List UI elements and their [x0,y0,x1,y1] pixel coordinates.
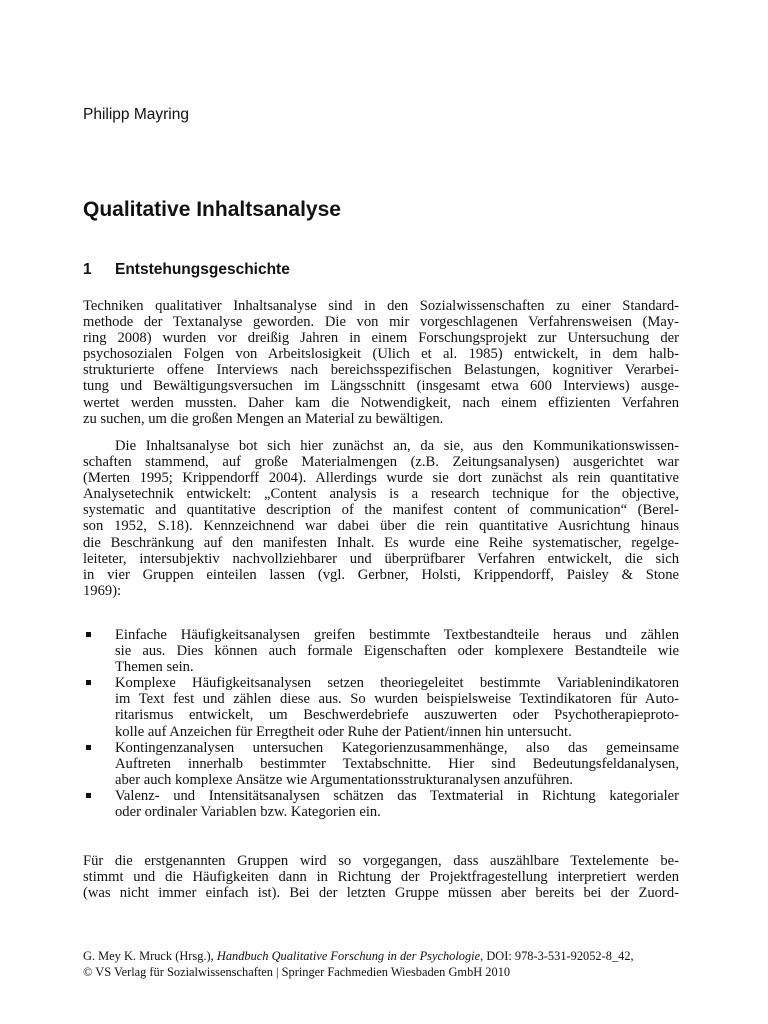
text-line: Analysetechnik entwickelt: „Content analysis is a research technique for the objective, [83,486,679,503]
text-line: Valenz- und Intensitätsanalysen schätzen das Textmaterial in Richtung kategorialer [115,787,679,804]
section-number: 1 [83,261,92,278]
text-line: (Merten 1995; Krippendorff 2004). Allerdings wurde sie dort zunächst als rein quantitative [83,470,679,487]
text-line: psychosozialen Folgen von Arbeitslosigkeit (Ulich et al. 1985) entwickelt, in dem halb- [83,346,679,363]
paragraph-3 [83,853,679,901]
square-bullet-icon [86,793,91,798]
footer-editors: G. Mey K. Mruck (Hrsg.), [83,949,217,963]
list-item [83,740,679,788]
text-line: Themen sein. [115,659,194,676]
list-item [83,627,679,675]
text-line: zu suchen, um die großen Mengen an Material zu bewältigen. [83,410,444,427]
citation-footer [83,948,703,980]
text-line: in vier Gruppen einteilen lassen (vgl. Gerbner, Holsti, Krippendorff, Paisley & Stone [83,566,679,583]
text-line: systematic and quantitative description of the manifest content of communication“ (Berel- [83,502,679,519]
text-line: sie aus. Dies können auch formale Eigenschaften oder komplexere Bestandteile wie [115,643,679,660]
text-line: methode der Textanalyse geworden. Die von mir vorgeschlagenen Verfahrensweisen (May- [83,314,679,331]
text-line: Auftreten innerhalb bestimmter Textabschnitte. Hier sind Bedeutungsfeldanalysen, [115,755,679,772]
footer-doi: , DOI: 978-3-531-92052-8_42, [480,949,634,963]
footer-book-title: Handbuch Qualitative Forschung in der Psychologie [216,949,481,963]
text-line: Komplexe Häufigkeitsanalysen setzen theoriegeleitet bestimmte Variablenindikatoren [115,675,679,692]
text-line: Techniken qualitativer Inhaltsanalyse sind in den Sozialwissenschaften zu einer Standard- [83,298,679,314]
text-line: ritarismus entwickelt, um Beschwerdebriefe auszuwerten oder Psychotherapieproto- [115,707,679,724]
text-line: son 1952, S.18). Kennzeichnend war dabei über die rein quantitative Ausrichtung hinaus [83,518,679,535]
bullet-list [83,627,679,820]
text-line: Kontingenzanalysen untersuchen Kategorienzusammenhänge, also das gemeinsame [115,739,679,756]
list-item [83,788,679,820]
text-line: stimmt und die Häufigkeiten dann in Richtung der Projektfragestellung interpretiert werden [83,869,679,886]
text-line: im Text fest und zählen diese aus. So wurden beispielsweise Textindikatoren für Auto- [115,691,679,708]
chapter-title: Qualitative Inhaltsanalyse [83,198,341,221]
square-bullet-icon [86,745,91,750]
text-line: 1969): [83,582,122,599]
text-line: strukturierte offene Interviews nach bereichsspezifischen Belastungen, kognitiver Verarbei- [83,362,679,379]
text-line: (was nicht immer einfach ist). Bei der letzten Gruppe müssen aber bereits bei der Zuord- [83,885,679,902]
text-line: Die Inhaltsanalyse bot sich hier zunächst an, da sie, aus den Kommunikationswissen- [115,438,679,454]
text-line: ring 2008) wurden vor dreißig Jahren in einem Forschungsprojekt zur Untersuchung der [83,330,679,347]
footer-line-1 [83,948,703,964]
text-line: wertet werden mussten. Daher kam die Notwendigkeit, nach einem effizienten Verfahren [83,394,679,411]
footer-copyright: © VS Verlag für Sozialwissenschaften | Springer Fachmedien Wiesbaden GmbH 2010 [83,965,511,979]
text-line: die Beschränkung auf den manifesten Inhalt. Es wurde eine Reihe systematischer, regelge- [83,534,679,551]
paragraph-2 [83,438,679,599]
text-line: oder ordinaler Variablen bzw. Kategorien ein. [115,804,381,821]
square-bullet-icon [86,632,91,637]
section-title: Entstehungsgeschichte [115,261,290,278]
section-heading [83,260,290,280]
paragraph-1 [83,298,679,427]
text-line: schaften stammend, auf große Materialmengen (z.B. Zeitungsanalysen) ausgerichtet war [83,454,679,471]
author-name: Philipp Mayring [83,106,189,123]
text-line: Für die erstgenannten Gruppen wird so vorgegangen, dass auszählbare Textelemente be- [83,853,679,869]
text-line: tung und Bewältigungsversuchen im Längsschnitt (insgesamt etwa 600 Interviews) ausge- [83,378,679,395]
text-line: aber auch komplexe Ansätze wie Argumentationsstrukturanalysen anzuführen. [115,771,574,788]
list-item [83,675,679,739]
square-bullet-icon [86,680,91,685]
text-line: Einfache Häufigkeitsanalysen greifen bestimmte Textbestandteile heraus und zählen [115,627,679,643]
text-line: leiteter, intersubjektiv nachvollziehbarer und überprüfbarer Verfahren entwickelt, die sich [83,550,679,567]
text-line: kolle auf Anzeichen für Erregtheit oder Ruhe der Patient/innen hin untersucht. [115,723,572,740]
